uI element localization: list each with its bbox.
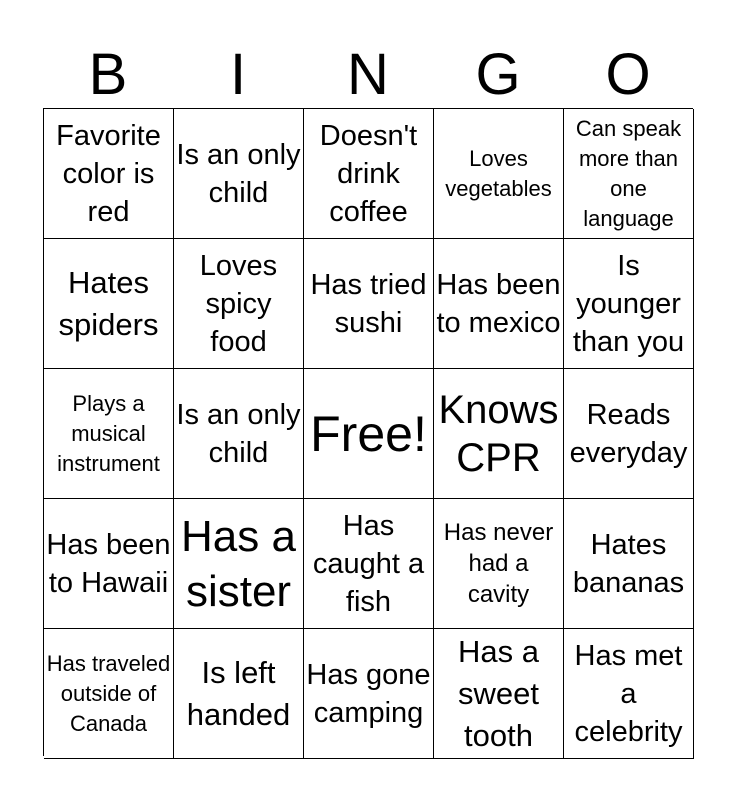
bingo-cell-r1c4[interactable] [434,109,564,239]
bingo-cell-r5c4[interactable] [434,629,564,759]
bingo-cell-label: Has never had a cavity [443,519,554,608]
bingo-board [43,108,693,756]
bingo-cell-r2c4[interactable] [434,239,564,369]
bingo-cell-r3c2[interactable] [174,369,304,499]
bingo-cell-label: Is an only child [176,398,301,469]
bingo-cell-label: Has caught a fish [312,509,425,618]
bingo-cell-r2c1[interactable] [44,239,174,369]
bingo-cell-label: Has been to Hawaii [46,528,171,599]
header-letter-g: G [475,42,521,107]
bingo-cell-label: Has been to mexico [436,268,561,339]
bingo-cell-r1c2[interactable] [174,109,304,239]
bingo-cell-label: Doesn't drink coffee [319,119,418,228]
bingo-cell-label: Hates bananas [572,528,685,599]
bingo-cell-r4c1[interactable] [44,499,174,629]
bingo-cell-r1c5[interactable] [564,109,694,239]
bingo-cell-label: Reads everyday [569,398,688,469]
bingo-cell-label: Plays a musical instrument [57,390,160,476]
bingo-cell-label: Favorite color is red [56,119,161,228]
bingo-cell-label: Can speak more than one language [575,115,682,231]
bingo-cell-r3c4[interactable] [434,369,564,499]
bingo-cell-r4c2[interactable] [174,499,304,629]
bingo-cell-r2c3[interactable] [304,239,434,369]
bingo-cell-label: Loves spicy food [199,249,278,358]
bingo-cell-r5c2[interactable] [174,629,304,759]
bingo-header [43,42,693,108]
bingo-cell-label: Has a sister [181,511,296,616]
bingo-cell-label: Has tried sushi [310,268,427,339]
bingo-cell-label: Has a sweet tooth [458,633,539,753]
bingo-cell-free[interactable] [304,369,434,499]
bingo-cell-label: Has met a celebrity [574,639,683,748]
bingo-cell-r5c5[interactable] [564,629,694,759]
bingo-cell-r5c3[interactable] [304,629,434,759]
bingo-cell-r3c1[interactable] [44,369,174,499]
bingo-cell-label: Has traveled outside of Canada [46,650,171,736]
header-letter-o: O [605,42,651,107]
bingo-cell-r1c1[interactable] [44,109,174,239]
bingo-cell-label: Hates spiders [58,264,159,342]
header-letter-i: I [229,42,247,107]
bingo-cell-label: Knows CPR [438,387,559,480]
bingo-cell-label: Is an only child [176,138,301,209]
bingo-cell-label: Is younger than you [572,249,685,358]
bingo-cell-r4c5[interactable] [564,499,694,629]
bingo-cell-label: Is left handed [186,654,291,732]
bingo-cell-r2c2[interactable] [174,239,304,369]
bingo-cell-r4c4[interactable] [434,499,564,629]
bingo-cell-r4c3[interactable] [304,499,434,629]
bingo-cell-label: Free! [310,405,427,462]
bingo-cell-r5c1[interactable] [44,629,174,759]
bingo-cell-r1c3[interactable] [304,109,434,239]
bingo-cell-r2c5[interactable] [564,239,694,369]
bingo-cell-label: Has gone camping [306,658,431,729]
header-letter-n: N [347,42,389,107]
bingo-cell-r3c5[interactable] [564,369,694,499]
bingo-cell-label: Loves vegetables [445,145,552,201]
header-letter-b: B [88,42,128,107]
